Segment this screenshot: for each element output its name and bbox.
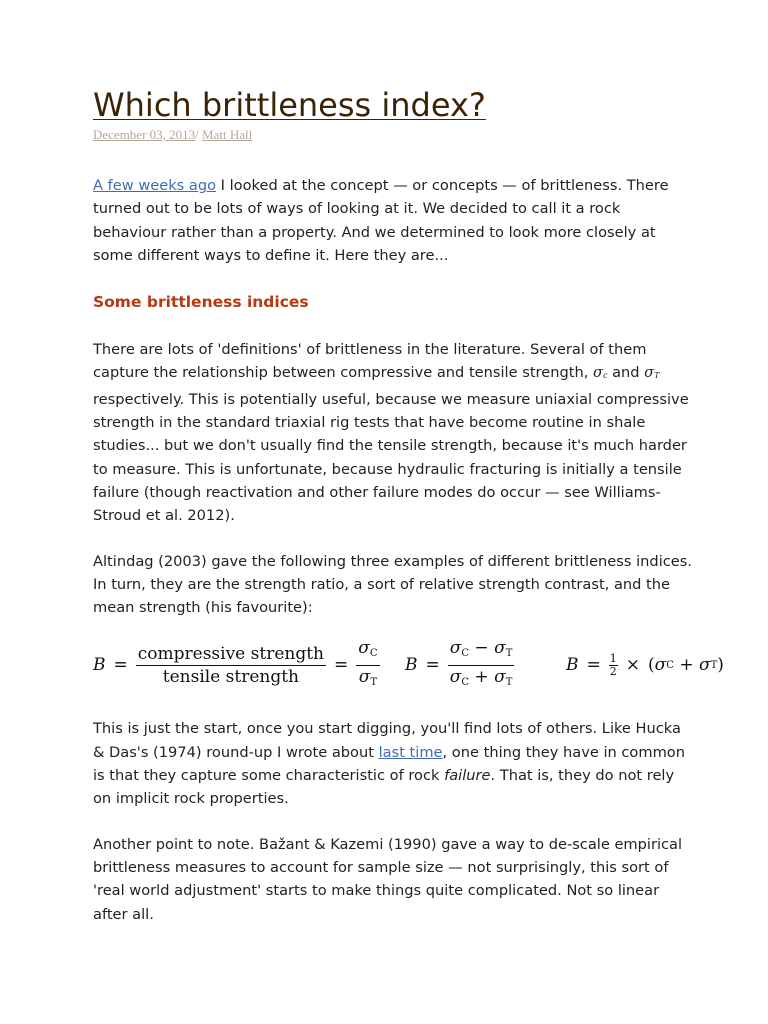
definitions-text-1: There are lots of 'definitions' of brittleness in the literature. Several of them capture the relationship between compressive and tensile strength, bbox=[93, 341, 647, 382]
definitions-text-2: respectively. This is potentially useful, because we measure uniaxial compressive strength in the standard triaxial rig tests that have become routine in shale studies... but we don't usually find the tensile strength, because it's much harder to measure. This is unfortunate, because hydraulic fracturing is initially a tensile failure (though reactivation and other failure modes do occur — see Williams-Stroud et al. 2012). bbox=[93, 390, 689, 525]
and-text: and bbox=[607, 364, 645, 382]
altindag-paragraph: Altindag (2003) gave the following three examples of different brittleness indices. In turn, they are the strength ratio, a sort of relative strength contrast, and the mean strength (his favourite): bbox=[93, 552, 692, 617]
post-meta bbox=[93, 126, 693, 144]
last-time-link[interactable]: last time bbox=[378, 743, 443, 761]
sigma-c-symbol: σc bbox=[592, 364, 608, 382]
start-digging-paragraph bbox=[93, 717, 693, 810]
blog-post bbox=[93, 84, 724, 926]
meta-separator: / bbox=[195, 127, 203, 142]
equation-strength-ratio: B = $\frac{\text{compressive strength}}{\text{tensile strength}}$ = $\frac{\sigma C}{\sigma T}$ bbox=[93, 637, 378, 688]
post-title[interactable]: Which brittleness index? bbox=[93, 86, 486, 124]
few-weeks-ago-link[interactable]: A few weeks ago bbox=[93, 177, 217, 194]
digging-text-3: . That is, they do not rely on implicit rock properties. bbox=[93, 767, 675, 808]
post-date[interactable]: December 03, 2013 bbox=[93, 127, 196, 142]
failure-emphasis: failure bbox=[444, 767, 491, 785]
post-author[interactable]: Matt Hall bbox=[202, 127, 253, 142]
equation-strength-contrast: B = $\frac{\sigma C - \sigma T}{\sigma C + \sigma T}$ bbox=[405, 637, 513, 688]
section-heading: Some brittleness indices bbox=[93, 293, 309, 312]
intro-paragraph bbox=[93, 174, 693, 267]
intro-text: I looked at the concept — or concepts — of brittleness. There turned out to be lots of ways of looking at it. We decided to call it a rock behaviour rather than a property. And we determined to look more closely at some different ways to define it. Here they are... bbox=[93, 177, 669, 264]
digging-text-2: , one thing they have in common is that they capture some characteristic of rock bbox=[93, 743, 685, 785]
equations-row bbox=[93, 635, 724, 695]
definitions-paragraph bbox=[93, 338, 693, 527]
bazant-paragraph: Another point to note. Bažant & Kazemi (1990) gave a way to de-scale empirical brittleness measures to account for sample size — not surprisingly, this sort of 'real world adjustment' starts to make things quite complicated. Not so linear after all. bbox=[93, 835, 683, 923]
digging-text-1: This is just the start, once you start digging, you'll find lots of others. Like Hucka & Das's (1974) round-up I wrote about bbox=[93, 720, 681, 761]
sigma-t-symbol: σT bbox=[644, 364, 660, 382]
equation-mean-strength: B = $\frac{1}{2}$ × ( σ C + σ T ) bbox=[566, 651, 724, 678]
